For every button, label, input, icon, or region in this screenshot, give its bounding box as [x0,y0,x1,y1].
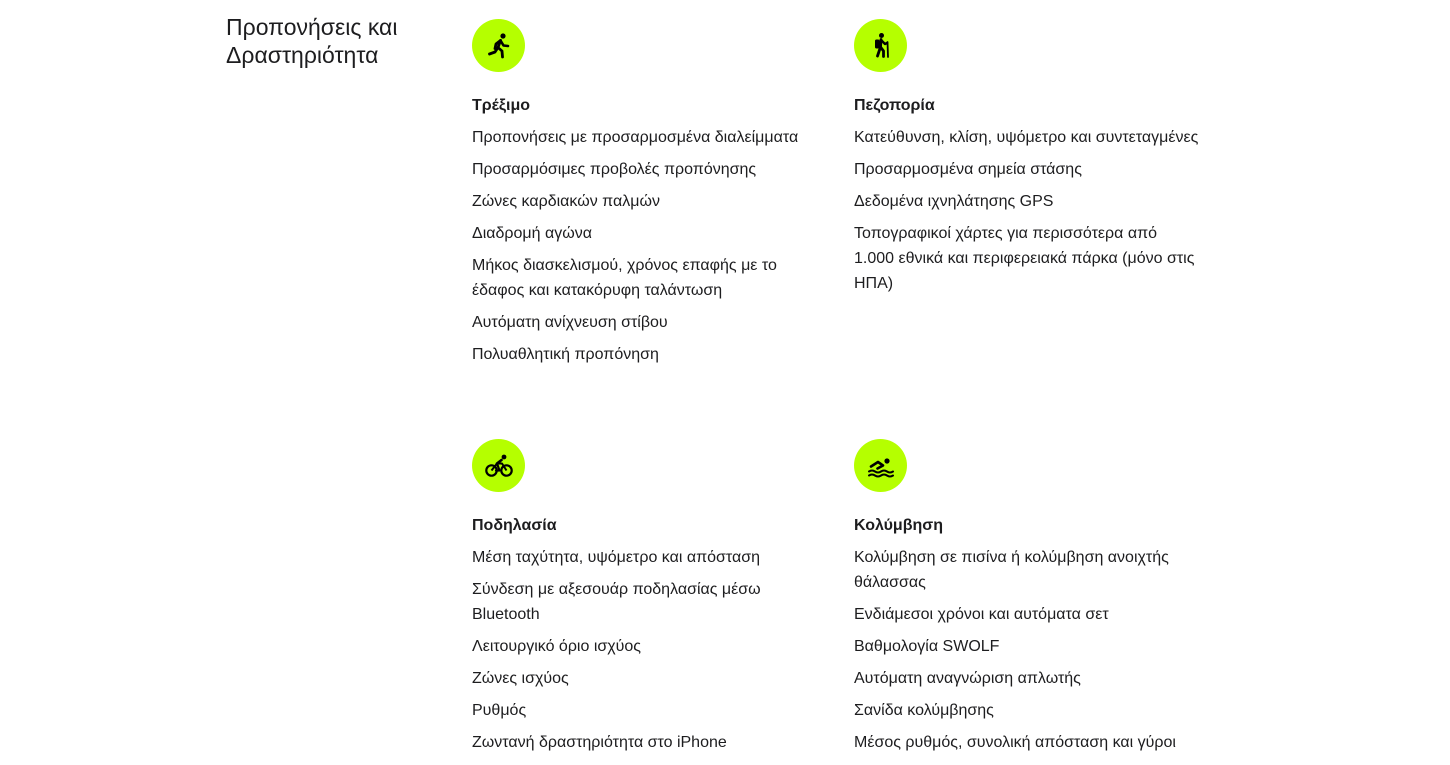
swimming-title: Κολύμβηση [854,517,943,534]
list-item: Μέσος ρυθμός, συνολική απόσταση και γύροι [854,734,1176,751]
list-item: Προπονήσεις με προσαρμοσμένα διαλείμματα [472,129,799,146]
running-title: Τρέξιμο [472,97,531,114]
hiking-title: Πεζοπορία [854,97,935,114]
list-item: Κατεύθυνση, κλίση, υψόμετρο και συντεταγμένες [854,129,1199,146]
list-item: Προσαρμοσμένα σημεία στάσης [854,161,1082,178]
hiking-feature-list [854,125,1214,296]
hiking-icon [854,19,907,72]
list-item: Μέση ταχύτητα, υψόμετρο και απόσταση [472,549,761,566]
feature-swimming [854,439,1214,762]
swimming-icon [854,439,907,492]
list-item: Πολυαθλητική προπόνηση [472,346,659,363]
list-item: Ζώνες καρδιακών παλμών [472,193,660,210]
list-item: Τοπογραφικοί χάρτες για περισσότερα από 1.000 εθνικά και περιφερειακά πάρκα (μόνο στις ΗΠΑ) [854,225,1195,292]
list-item: Κολύμβηση σε πισίνα ή κολύμβηση ανοιχτής θάλασσας [854,549,1169,591]
cycling-title: Ποδηλασία [472,517,557,534]
feature-cycling [472,439,832,762]
list-item: Ζωντανή δραστηριότητα στο iPhone [472,734,727,751]
swimming-feature-list [854,545,1214,755]
feature-running [472,19,832,374]
running-feature-list [472,125,832,367]
cycling-icon [472,439,525,492]
running-icon [472,19,525,72]
section-title: Προπονήσεις και Δραστηριότητα [226,14,398,68]
list-item: Μήκος διασκελισμού, χρόνος επαφής με το έδαφος και κατακόρυφη ταλάντωση [472,257,777,299]
list-item: Λειτουργικό όριο ισχύος [472,638,642,655]
feature-hiking [854,19,1214,303]
cycling-feature-list [472,545,832,755]
list-item: Ρυθμός [472,702,527,719]
list-item: Σανίδα κολύμβησης [854,702,994,719]
list-item: Ενδιάμεσοι χρόνοι και αυτόματα σετ [854,606,1109,623]
list-item: Δεδομένα ιχνηλάτησης GPS [854,193,1054,210]
list-item: Αυτόματη ανίχνευση στίβου [472,314,668,331]
list-item: Σύνδεση με αξεσουάρ ποδηλασίας μέσω Bluetooth [472,581,761,623]
list-item: Βαθμολογία SWOLF [854,638,1000,655]
list-item: Διαδρομή αγώνα [472,225,592,242]
list-item: Αυτόματη αναγνώριση απλωτής [854,670,1081,687]
list-item: Προσαρμόσιμες προβολές προπόνησης [472,161,757,178]
list-item: Ζώνες ισχύος [472,670,569,687]
